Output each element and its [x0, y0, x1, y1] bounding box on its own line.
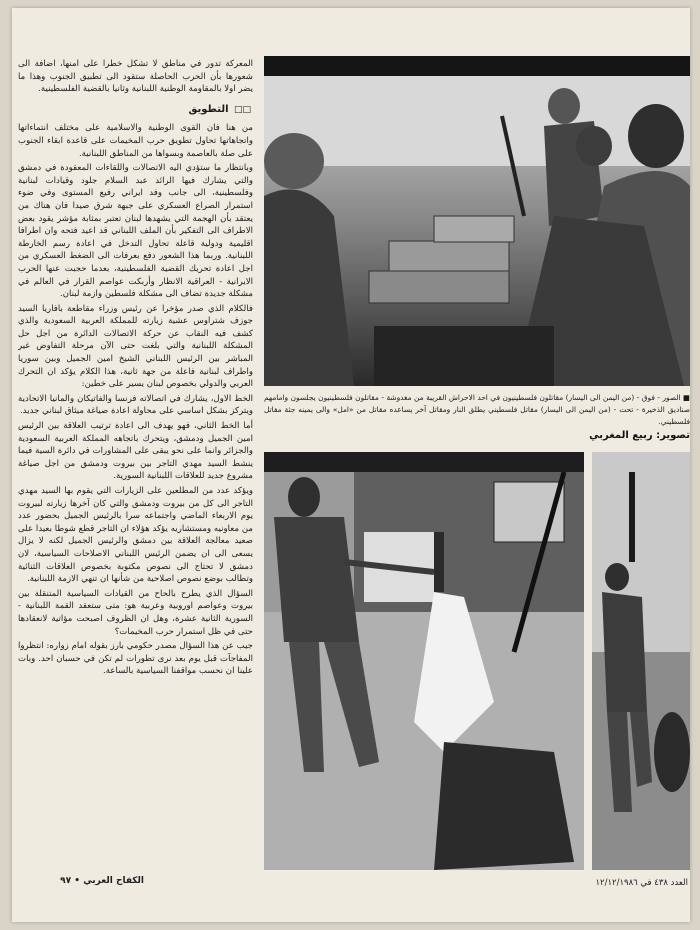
subhead-square-marks: □□: [233, 104, 251, 115]
article-paragraph: فالكلام الذي صدر مؤخرا عن رئيس وزراء مقاطعة بافاريا السيد جوزف شتراوس عشية زيارته للمملكة العربية السعودية والذي كشف فيه النقاب عن حركة الاتصالات الدائرة من اجل حل المشكلة اللبنانية والتي بلغت حتى الآن مرحلة التفاوض غير المباشر بين الرئيس اللبناني الشيخ امين الجميل وبين سوريا واطراف لبنانية فاعلة من جهة ثانية، هذا الكلام يؤكد ان التحرك العربي والدولي بخصوص لبنان يسير على خطين:: [18, 303, 253, 390]
header-black-bar: [264, 56, 690, 76]
article-paragraph: الخط الاول، يشارك في اتصالاته فرنسا والفاتيكان والمانيا الاتحادية ويتركز بشكل اساسي على محاولة اعادة صياغة ميثاق لبناني جديد.: [18, 393, 253, 417]
article-paragraph: جيب عن هذا السؤال مصدر حكومي بارز بقوله امام زواره: انتظروا المفاجآت قبل يوم بعد نرى تطورات لم تكن في حسبان احد. وبات علينا ان نحسب مواقفنا السياسية بالساعة.: [18, 641, 253, 677]
article-paragraph: السؤال الذي يطرح بالحاح من القيادات السياسية المتنقلة بين بيروت وعواصم اوروبية وعربية هو: متى ستعقد القمة اللبنانية - السورية الثانية عشرة، وهل ان الظروف اصبحت مؤاتية لانعقادها حتى في ظل استمرار حرب المخيمات؟: [18, 588, 253, 637]
photo-caption: ■ الصور - فوق - (من اليمن الى اليسار) مقاتلون فلسطينيون في احد الاحراش القريبة من مغدوشة - مقاتلون فلسطينيون يجلسون وامامهم صناديق الذخيرة - تحت - (من اليمن الى اليسار) مقاتل فلسطيني يطلق النار ومقاتل آخر يساعده مقاتل من «امل» والى يمينه جثة مقاتل فلسطيني.: [264, 393, 690, 426]
article-paragraph: المعركة تدور في مناطق لا تشكل خطرا على امنها، اضافة الى شعورها بأن الحرب الحاصلة ستقود الى تطبيق الجنوب وهذا ما يضر اولا بالمقاومة الوطنية اللبنانية وثانيا بالقضية الفلسطينية.: [18, 59, 253, 95]
article-paragraph: أما الخط الثاني، فهو يهدف الى اعادة ترتيب العلاقة بين الرئيس امين الجميل ودمشق، ويتحرك باتجاهه المملكة العربية السعودية والجزائر وانما على نحو يبقى على المشاورات في دائرة السية فيما ينشط السيد مهدي التاجر بين بيروت ودمشق من اجل صياغة مشروع جديد للعلاقات اللبنانية السورية.: [18, 421, 253, 482]
article-paragraph: من هنا فان القوى الوطنية والاسلامية على مختلف انتماءاتها واتجاهاتها تحاول تطويق حرب المخيمات على قاعدة ابقاء الجنوب على صلة بالعاصمة وبسواها من المناطق اللبنانية.: [18, 123, 253, 159]
photo-credit: تصوير: ربيع المغربي: [589, 430, 690, 441]
article-text-column: [18, 58, 253, 868]
photo-fighters-ammunition: [264, 76, 690, 386]
article-paragraph: ويؤكد عدد من المطلعين على الزيارات التي يقوم بها السيد مهدي التاجر الى كل من بيروت ودمشق والتي كان آخرها زيارته لبيروت يوم الاربعاء الماضي واجتماعه سرا بالرئيس الجميل بحضور عدد من معاونيه ومستشاريه يؤكد هؤلاء ان التاجر قطع شوطا بعيدا على صعيد معالجة العلاقة بين دمشق والرئيس الجميل لكنه لا يزال يسعى الى ان يضمن الرئيس اللبناني الاصلاحات السياسية، لان دمشق لا تحتاج الى نصوص مكتوبة بخصوص العلاقات الثنائية وتطالب بوضع نصوص اصلاحية من شأنها ان تنهي الازمة اللبنانية.: [18, 486, 253, 585]
photo-fighter-and-body: [264, 452, 584, 870]
magazine-name-page-number: الكفاح العربي • ٩٧: [60, 876, 144, 886]
photo-fighter-firing: [592, 452, 690, 870]
article-paragraph: وبانتظار ما ستؤدي اليه الاتصالات واللقاءات المعقودة في دمشق والتي يشارك فيها الرائد عبد السلام جلود وقيادات لبنانية وفلسطينية، الى جانب وفد ايراني رفيع المستوى وفي ضوء استمرار الصراع العسكري على جبهة شرق صيدا فان هناك من يعتقد بأن الهجمة التي يشهدها لبنان تعتبر بمثابة مؤشر يقود بعض الاطراف الى التفكير بأن الملف اللبناني قد اعيد فتحه وان اطرافا اقليمية ودولية قاعلة تحاول التدخل في اعادة رسم الخارطة اللبنانية. وربما هذا الشعور دفع بعرفات الى الضغط العسكري من اجل اعادة تحريك القضية الفلسطينية، بعدما حجبت عنها الحرب الايرانية - العراقية الانظار وأربكت عواصم القرار في العالم في مشكلة جديدة تضاف الى مشكلة فلسطين وازمة لبنان.: [18, 163, 253, 300]
issue-number-date: العدد ٤٣٨ في ١٢/١٢/١٩٨٦: [595, 878, 688, 888]
article-subhead: [18, 104, 253, 117]
subhead-text: التطويق: [188, 103, 229, 115]
